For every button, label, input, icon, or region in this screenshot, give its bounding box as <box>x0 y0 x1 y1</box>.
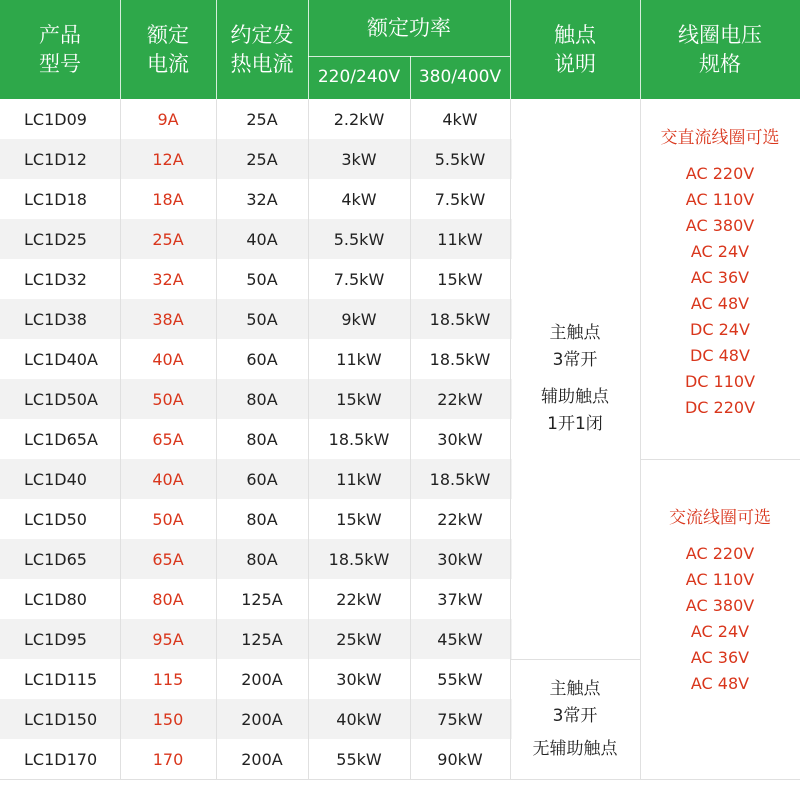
rated-current-cell: 32A <box>152 269 184 289</box>
thermal-current-cell: 25A <box>246 109 278 129</box>
rated-current-cell: 25A <box>152 229 184 249</box>
header-thermal-current-line2: 热电流 <box>230 51 294 76</box>
header-rated-current-line2: 电流 <box>147 51 189 76</box>
thermal-current-cell: 50A <box>246 309 278 329</box>
contacts-aux-label: 无辅助触点 <box>532 739 618 759</box>
power-220-cell: 15kW <box>336 389 382 409</box>
power-220-cell: 5.5kW <box>333 229 385 249</box>
header-power-380 <box>410 56 510 99</box>
power-380-cell: 75kW <box>437 709 483 729</box>
model-cell: LC1D18 <box>24 189 87 209</box>
power-380-cell: 18.5kW <box>429 469 491 489</box>
header-thermal-current-line1: 约定发 <box>230 22 294 47</box>
thermal-current-cell: 40A <box>246 229 278 249</box>
rated-current-cell: 18A <box>152 189 184 209</box>
table-row <box>0 339 512 379</box>
header-thermal-current <box>216 0 308 99</box>
model-cell: LC1D95 <box>24 629 87 649</box>
coil-voltage-option: AC 48V <box>690 674 750 693</box>
power-220-cell: 11kW <box>336 349 382 369</box>
header-contacts-line1: 触点 <box>554 22 596 47</box>
power-380-cell: 30kW <box>437 429 483 449</box>
header-divider <box>640 0 641 99</box>
power-380-cell: 90kW <box>437 749 483 769</box>
rated-current-cell: 150 <box>152 709 184 729</box>
header-contacts <box>510 0 640 99</box>
table-row <box>0 659 512 699</box>
rated-current-cell: 170 <box>152 749 184 769</box>
model-cell: LC1D170 <box>24 749 98 769</box>
column-divider <box>120 99 121 779</box>
power-380-cell: 22kW <box>437 509 483 529</box>
power-380-cell: 15kW <box>437 269 483 289</box>
model-cell: LC1D80 <box>24 589 87 609</box>
coil-voltage-option: AC 380V <box>685 596 755 615</box>
table-row <box>0 139 512 179</box>
coil-voltage-option: AC 220V <box>685 164 755 183</box>
rated-current-cell: 40A <box>152 349 184 369</box>
power-380-cell: 5.5kW <box>434 149 486 169</box>
coil-voltage-option: DC 24V <box>690 320 750 339</box>
header-rated-current <box>120 0 216 99</box>
thermal-current-cell: 60A <box>246 469 278 489</box>
coil-voltage-option: AC 24V <box>690 622 750 641</box>
header-divider <box>120 0 121 99</box>
power-220-cell: 4kW <box>341 189 377 209</box>
thermal-current-cell: 50A <box>246 269 278 289</box>
thermal-current-cell: 25A <box>246 149 278 169</box>
coil-voltage-option: AC 24V <box>690 242 750 261</box>
model-cell: LC1D50 <box>24 509 87 529</box>
table-header <box>0 0 800 99</box>
table-row <box>0 419 512 459</box>
table-row <box>0 99 512 139</box>
power-220-cell: 11kW <box>336 469 382 489</box>
table-row <box>0 219 512 259</box>
header-divider <box>308 56 510 57</box>
header-divider <box>308 0 309 99</box>
power-220-cell: 40kW <box>336 709 382 729</box>
power-220-cell: 15kW <box>336 509 382 529</box>
power-380-cell: 18.5kW <box>429 349 491 369</box>
power-380-cell: 37kW <box>437 589 483 609</box>
contacts-main-value: 3常开 <box>552 350 598 370</box>
rated-current-cell: 9A <box>157 109 179 129</box>
model-cell: LC1D25 <box>24 229 87 249</box>
contacts-note-large <box>510 660 640 779</box>
power-220-cell: 22kW <box>336 589 382 609</box>
power-220-cell: 25kW <box>336 629 382 649</box>
coil-voltage-option: DC 110V <box>684 372 756 391</box>
coil-options-acdc <box>640 99 800 459</box>
coil-voltage-option: DC 48V <box>690 346 750 365</box>
rated-current-cell: 40A <box>152 469 184 489</box>
thermal-current-cell: 80A <box>246 389 278 409</box>
power-220-cell: 18.5kW <box>328 549 390 569</box>
power-220-cell: 18.5kW <box>328 429 390 449</box>
model-cell: LC1D115 <box>24 669 98 689</box>
model-cell: LC1D40A <box>24 349 98 369</box>
table-row <box>0 299 512 339</box>
header-power-380-label: 380/400V <box>418 67 502 87</box>
model-cell: LC1D40 <box>24 469 87 489</box>
power-220-cell: 30kW <box>336 669 382 689</box>
contacts-main-label: 主触点 <box>549 323 601 343</box>
power-380-cell: 4kW <box>442 109 478 129</box>
power-380-cell: 55kW <box>437 669 483 689</box>
table-row <box>0 539 512 579</box>
rated-current-cell: 50A <box>152 389 184 409</box>
rated-current-cell: 50A <box>152 509 184 529</box>
coil-voltage-option: AC 48V <box>690 294 750 313</box>
header-divider <box>216 0 217 99</box>
power-380-cell: 11kW <box>437 229 483 249</box>
coil-options-ac <box>640 460 800 779</box>
header-coil <box>640 0 800 99</box>
coil-voltage-option: AC 220V <box>685 544 755 563</box>
header-contacts-line2: 说明 <box>554 51 596 76</box>
table-row <box>0 499 512 539</box>
power-380-cell: 18.5kW <box>429 309 491 329</box>
coil-ac-title: 交流线圈可选 <box>669 508 771 528</box>
rated-current-cell: 12A <box>152 149 184 169</box>
column-divider <box>410 99 411 779</box>
contacts-main-label: 主触点 <box>549 679 601 699</box>
thermal-current-cell: 60A <box>246 349 278 369</box>
power-380-cell: 45kW <box>437 629 483 649</box>
header-model-line1: 产品 <box>39 22 81 47</box>
table-row <box>0 259 512 299</box>
table-row <box>0 579 512 619</box>
header-coil-line2: 规格 <box>699 51 741 76</box>
rated-current-cell: 38A <box>152 309 184 329</box>
header-model <box>0 0 120 99</box>
header-model-line2: 型号 <box>39 51 81 76</box>
model-cell: LC1D12 <box>24 149 87 169</box>
coil-voltage-option: AC 110V <box>685 190 755 209</box>
thermal-current-cell: 125A <box>241 589 283 609</box>
header-rated-current-line1: 额定 <box>147 22 189 47</box>
contacts-note-main <box>510 99 640 659</box>
table-row <box>0 179 512 219</box>
power-220-cell: 9kW <box>341 309 377 329</box>
power-220-cell: 55kW <box>336 749 382 769</box>
thermal-current-cell: 200A <box>241 669 283 689</box>
model-cell: LC1D32 <box>24 269 87 289</box>
thermal-current-cell: 200A <box>241 749 283 769</box>
table-row <box>0 459 512 499</box>
table-bottom-line <box>0 779 800 780</box>
table-row <box>0 699 512 739</box>
model-cell: LC1D65 <box>24 549 87 569</box>
thermal-current-cell: 80A <box>246 509 278 529</box>
header-rated-power <box>308 0 510 56</box>
power-380-cell: 22kW <box>437 389 483 409</box>
table-row <box>0 619 512 659</box>
rated-current-cell: 80A <box>152 589 184 609</box>
model-cell: LC1D50A <box>24 389 98 409</box>
contacts-aux-value: 1开1闭 <box>547 414 603 434</box>
rated-current-cell: 95A <box>152 629 184 649</box>
header-divider <box>410 56 411 99</box>
thermal-current-cell: 32A <box>246 189 278 209</box>
model-cell: LC1D65A <box>24 429 98 449</box>
coil-voltage-option: AC 380V <box>685 216 755 235</box>
table-row <box>0 379 512 419</box>
coil-voltage-option: AC 36V <box>690 648 750 667</box>
coil-voltage-option: AC 36V <box>690 268 750 287</box>
contacts-aux-label: 辅助触点 <box>541 387 609 407</box>
power-380-cell: 30kW <box>437 549 483 569</box>
rated-current-cell: 65A <box>152 429 184 449</box>
model-cell: LC1D38 <box>24 309 87 329</box>
header-coil-line1: 线圈电压 <box>678 22 762 47</box>
thermal-current-cell: 200A <box>241 709 283 729</box>
thermal-current-cell: 125A <box>241 629 283 649</box>
power-380-cell: 7.5kW <box>434 189 486 209</box>
model-cell: LC1D09 <box>24 109 87 129</box>
column-divider <box>308 99 309 779</box>
model-cell: LC1D150 <box>24 709 98 729</box>
power-220-cell: 7.5kW <box>333 269 385 289</box>
rated-current-cell: 65A <box>152 549 184 569</box>
rated-current-cell: 115 <box>152 669 184 689</box>
column-divider <box>216 99 217 779</box>
header-power-220-label: 220/240V <box>317 67 401 87</box>
coil-voltage-option: DC 220V <box>684 398 756 417</box>
power-220-cell: 2.2kW <box>333 109 385 129</box>
power-220-cell: 3kW <box>341 149 377 169</box>
header-rated-power-label: 额定功率 <box>367 15 451 40</box>
table-row <box>0 739 512 779</box>
contacts-main-value: 3常开 <box>552 706 598 726</box>
header-power-220 <box>308 56 410 99</box>
header-divider <box>510 0 511 99</box>
coil-voltage-option: AC 110V <box>685 570 755 589</box>
thermal-current-cell: 80A <box>246 549 278 569</box>
coil-acdc-title: 交直流线圈可选 <box>660 128 780 148</box>
thermal-current-cell: 80A <box>246 429 278 449</box>
